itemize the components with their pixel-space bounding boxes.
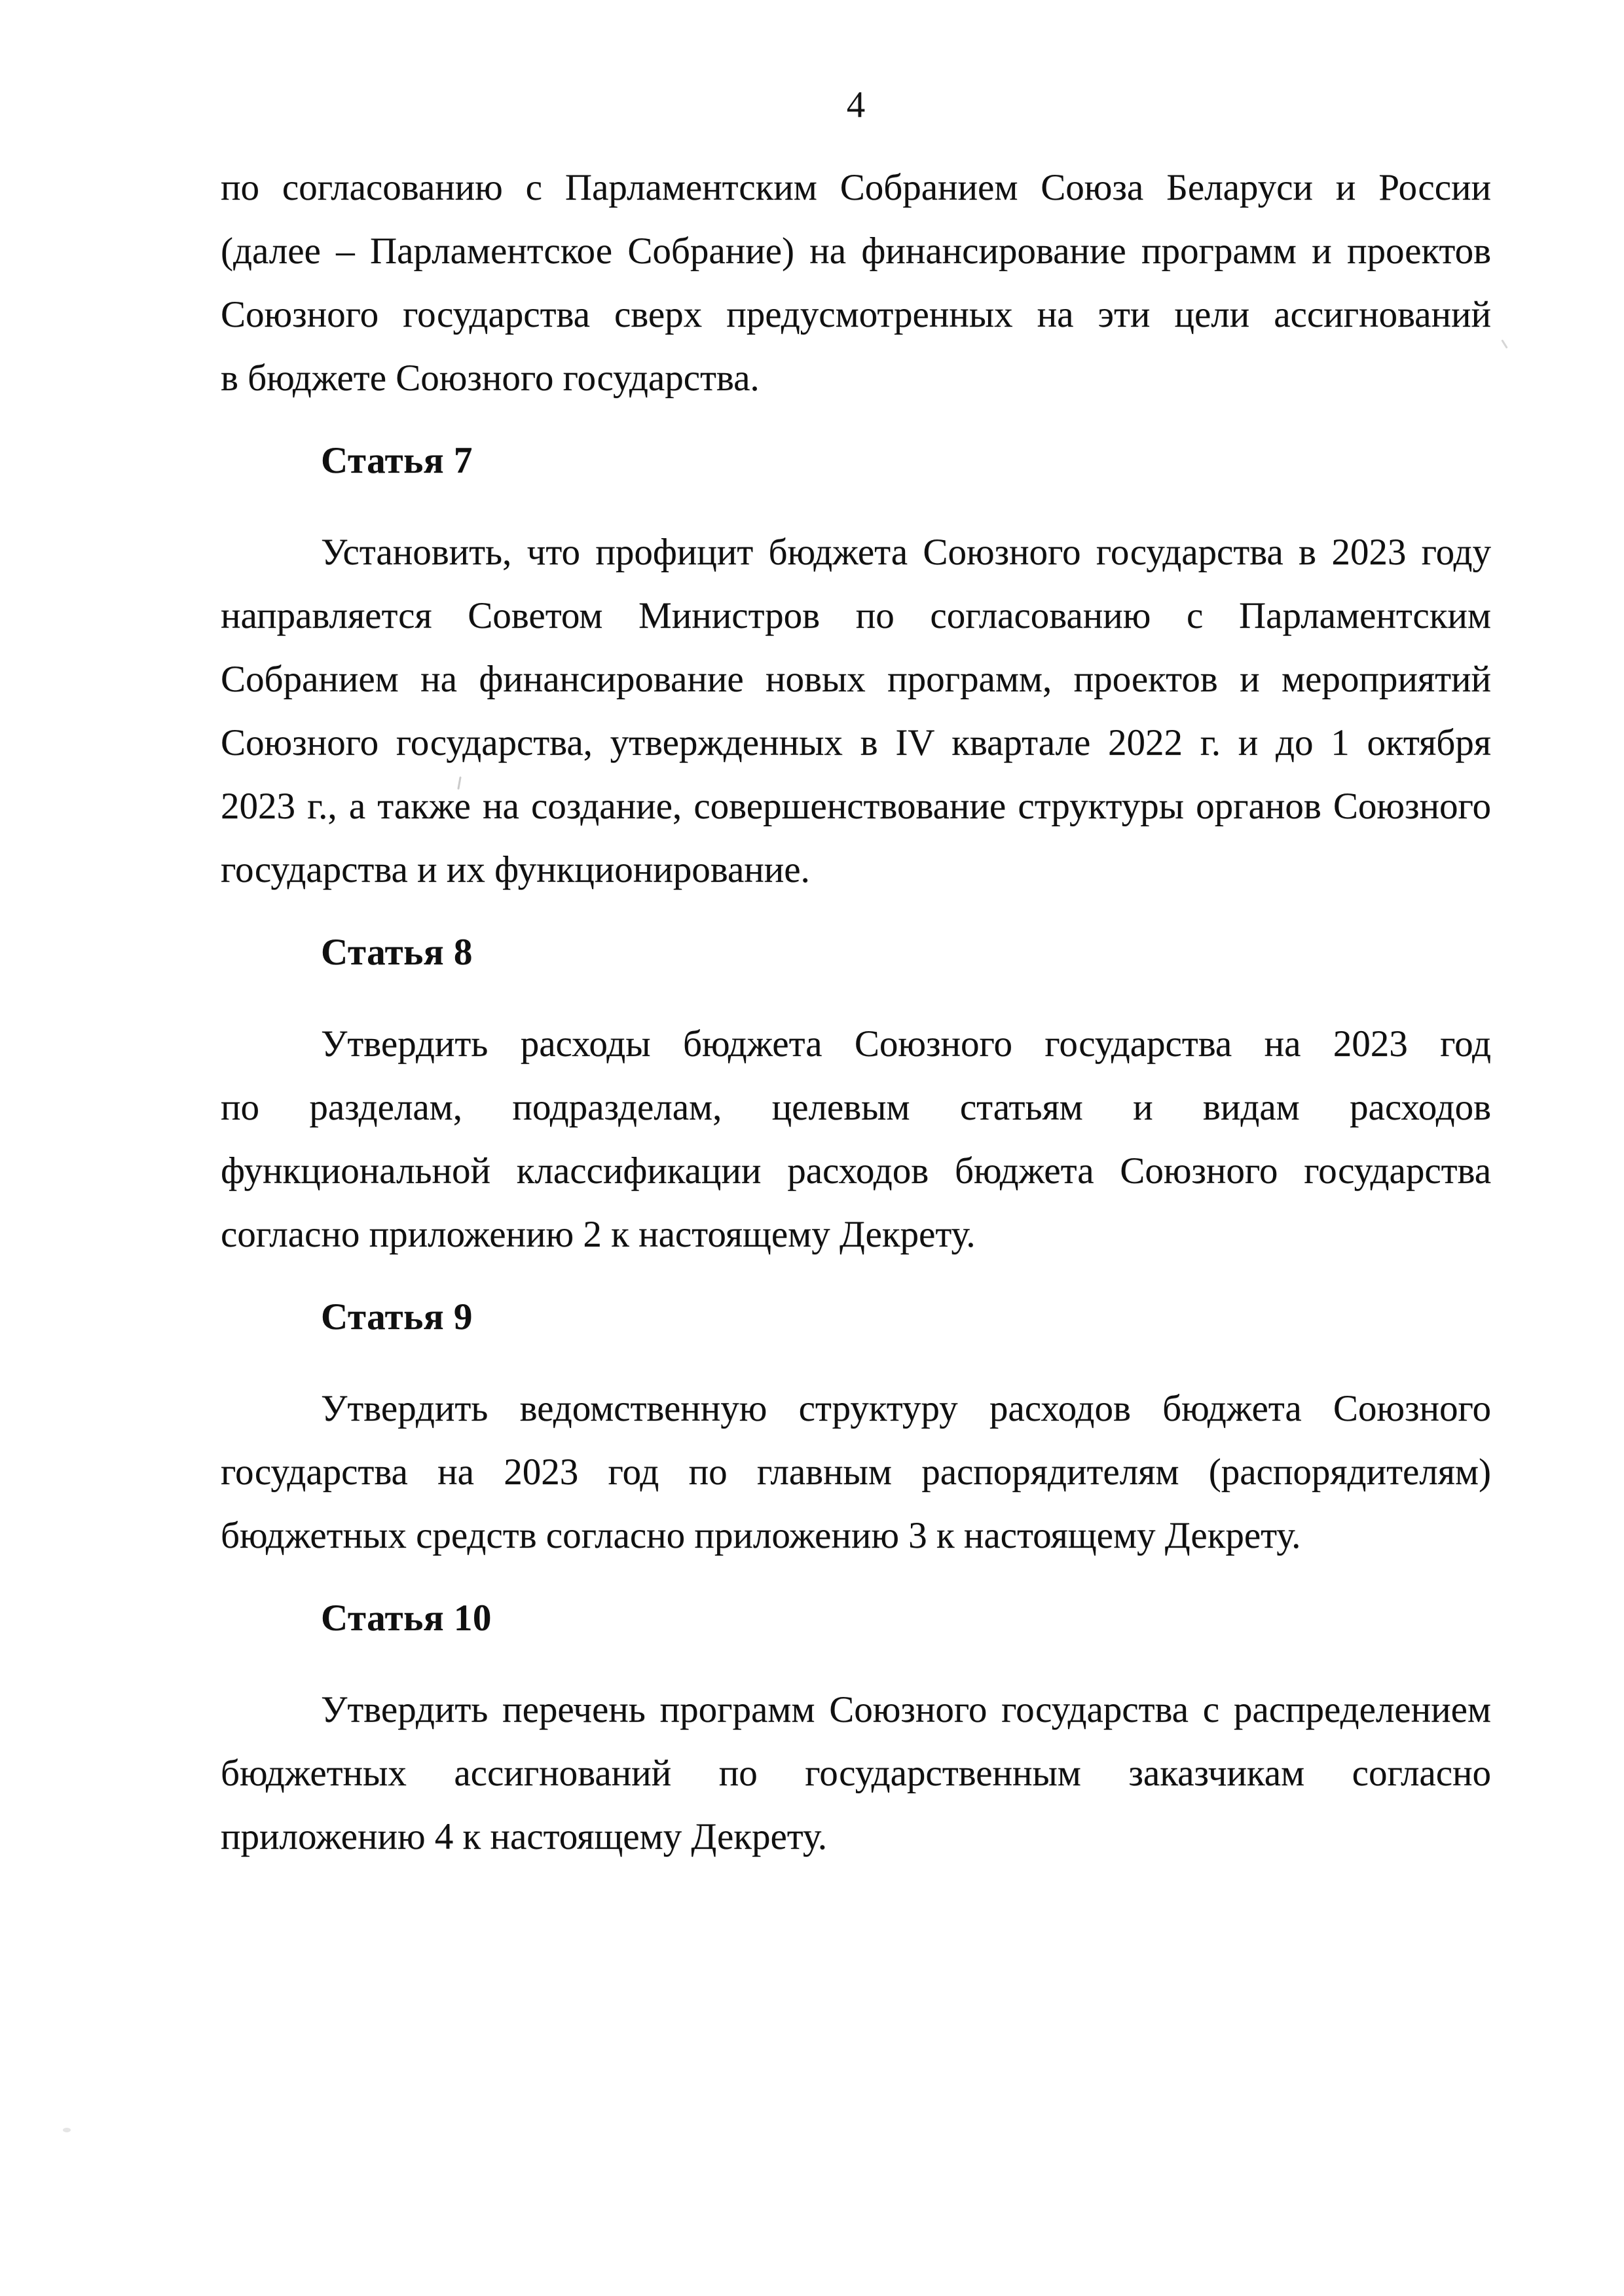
article-heading-10: Статья 10 xyxy=(321,1597,492,1639)
text-line: направляется Советом Министров по согласованию с Парламентским xyxy=(221,595,1491,636)
paragraph-article-8 xyxy=(221,1012,1491,1266)
text-line: согласно приложению 2 к настоящему Декрету. xyxy=(221,1214,976,1255)
article-heading-9: Статья 9 xyxy=(321,1296,473,1338)
article-heading-8: Статья 8 xyxy=(321,932,473,973)
paragraph-continuation xyxy=(221,156,1491,410)
paragraph-article-9 xyxy=(221,1377,1491,1567)
text-line: Утвердить ведомственную структуру расходов бюджета Союзного xyxy=(321,1388,1491,1429)
scan-artifact xyxy=(1501,339,1507,348)
text-line: по согласованию с Парламентским Собранием Союза Беларуси и России xyxy=(221,167,1491,208)
text-line: Утвердить перечень программ Союзного государства с распределением xyxy=(321,1689,1491,1730)
text-line: Собранием на финансирование новых программ, проектов и мероприятий xyxy=(221,659,1491,700)
text-line: государства и их функционирование. xyxy=(221,849,810,890)
text-line: Союзного государства сверх предусмотренных на эти цели ассигнований xyxy=(221,294,1491,335)
text-line: бюджетных средств согласно приложению 3 к настоящему Декрету. xyxy=(221,1515,1301,1556)
scan-artifact xyxy=(63,2128,71,2132)
text-line: в бюджете Союзного государства. xyxy=(221,357,760,399)
document-body xyxy=(221,156,1491,1868)
text-line: Союзного государства, утвержденных в IV квартале 2022 г. и до 1 октября xyxy=(221,722,1491,763)
paragraph-article-10 xyxy=(221,1678,1491,1868)
text-line: приложению 4 к настоящему Декрету. xyxy=(221,1816,827,1857)
page-number: 4 xyxy=(846,84,866,126)
text-line: по разделам, подразделам, целевым статьям и видам расходов xyxy=(221,1087,1491,1128)
text-line: Утвердить расходы бюджета Союзного государства на 2023 год xyxy=(321,1023,1491,1065)
text-line: бюджетных ассигнований по государственным заказчикам согласно xyxy=(221,1753,1491,1794)
text-line: 2023 г., а также на создание, совершенствование структуры органов Союзного xyxy=(221,786,1491,827)
text-line: функциональной классификации расходов бюджета Союзного государства xyxy=(221,1150,1491,1192)
paragraph-article-7 xyxy=(221,520,1491,902)
text-line: (далее – Парламентское Собрание) на финансирование программ и проектов xyxy=(221,230,1491,272)
article-heading-7: Статья 7 xyxy=(321,440,473,481)
text-line: государства на 2023 год по главным распорядителям (распорядителям) xyxy=(221,1451,1491,1493)
text-line: Установить, что профицит бюджета Союзного государства в 2023 году xyxy=(321,532,1491,573)
